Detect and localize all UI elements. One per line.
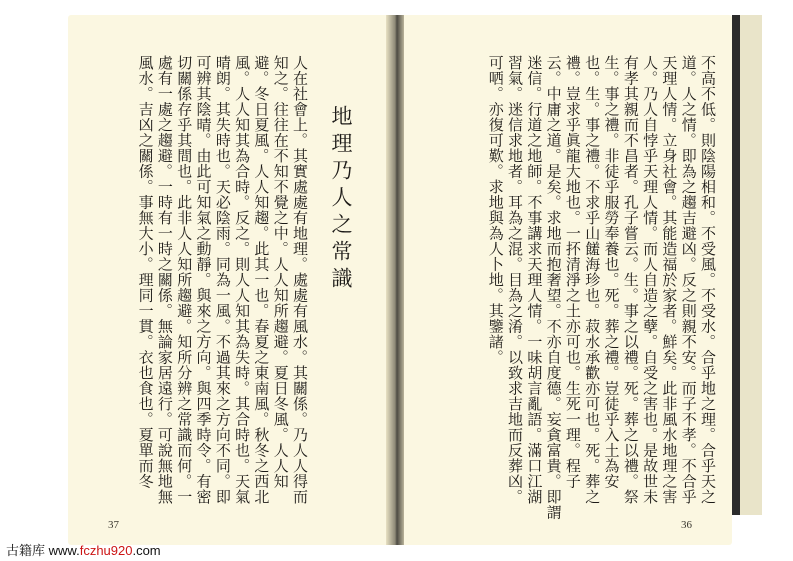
left-text-column: 風。人人知其為合時。反之。則人人知其為失時。其合時也。天氣 <box>233 55 252 505</box>
next-page-edge <box>732 15 762 515</box>
right-text-columns <box>488 55 716 520</box>
page-number-left: 37 <box>108 519 119 531</box>
right-text-column: 云。中庸之道。是矣。求地而抱奢望。不亦自度德。妄貪富貴。即謂 <box>544 55 563 520</box>
left-text-columns <box>138 55 308 505</box>
right-text-column: 禮。豈求乎眞龍大地也。一抔清淨之土亦可也。生死一理。程子 <box>563 55 582 489</box>
right-text-column: 生。事之禮。非徒乎服勞奉養也。死。葬之禮。豈徒乎入土為安 <box>602 55 621 489</box>
right-text-column: 迷信。行道之地師。不事講求天理人情。一味胡言亂語。滿口江湖 <box>525 55 544 505</box>
left-text-column: 知之。往往在不知不覺之中。人人知所趨避。夏日冬風。人人知 <box>271 55 290 489</box>
left-text-column: 避。冬日夏風。人人知趨。此其一也。春夏之東南風。秋冬之西北 <box>252 55 271 505</box>
site-name: 古籍库 <box>6 543 46 558</box>
left-text-column: 處有一處之趨避。一時有一時之關係。無論家居遠行。可說無地無 <box>155 55 174 505</box>
left-text-column: 風水。吉凶之關係。事無大小。理同一貫。衣也食也。夏單而冬 <box>136 55 155 489</box>
right-text-column: 習氣。迷信求地者。耳為之混。目為之淆。以致求吉地而反葬凶。 <box>506 55 525 505</box>
right-text-column: 道。人之情。即為之趨吉避凶。反之則親不安。而子不孝。不合乎 <box>679 55 698 505</box>
left-text-column: 可辨其陰晴。由此可知氣之動靜。與來之方向。與四季時令。有密 <box>194 55 213 505</box>
page-number-right: 36 <box>681 519 692 531</box>
right-text-column: 也。生。事之禮。不求乎山饈海珍也。菽水承歡亦可也。死。葬之 <box>583 55 602 505</box>
right-text-column: 不高不低。則陰陽相和。不受風。不受水。合乎地之理。合乎天之 <box>699 55 717 505</box>
site-url: www.fczhu920.com <box>48 543 161 558</box>
book-gutter <box>386 15 406 545</box>
left-text-column: 切關係存乎其間也。此非人人知所趨避。知所分辨之常識而何。一 <box>175 55 194 505</box>
right-page <box>404 15 732 545</box>
right-text-column: 有孝其親而不昌者。孔子嘗云。生。事之以禮。死。葬之以禮。祭 <box>621 55 640 505</box>
right-text-column: 人。乃人自悖乎天理人情。而人自造之孽。自受之害也。是故世未 <box>641 55 660 505</box>
left-page <box>68 15 388 545</box>
chapter-title: 地理乃人之常識 <box>329 105 353 294</box>
right-text-column: 天理人情。立身社會。其能造福於家者。鮮矣。此非風水地理之害 <box>660 55 679 505</box>
left-text-column: 晴朗。其失時也。天必陰雨。同為一風。不過其來之方向不同。即 <box>213 55 232 505</box>
watermark-footer <box>6 540 161 559</box>
right-text-column: 可哂。亦復可歎。求地與為人卜地。其鑒諸。 <box>486 55 505 365</box>
left-text-column: 人在社會上。其實處處有地理。處處有風水。其關係。乃人人得而 <box>291 55 309 505</box>
